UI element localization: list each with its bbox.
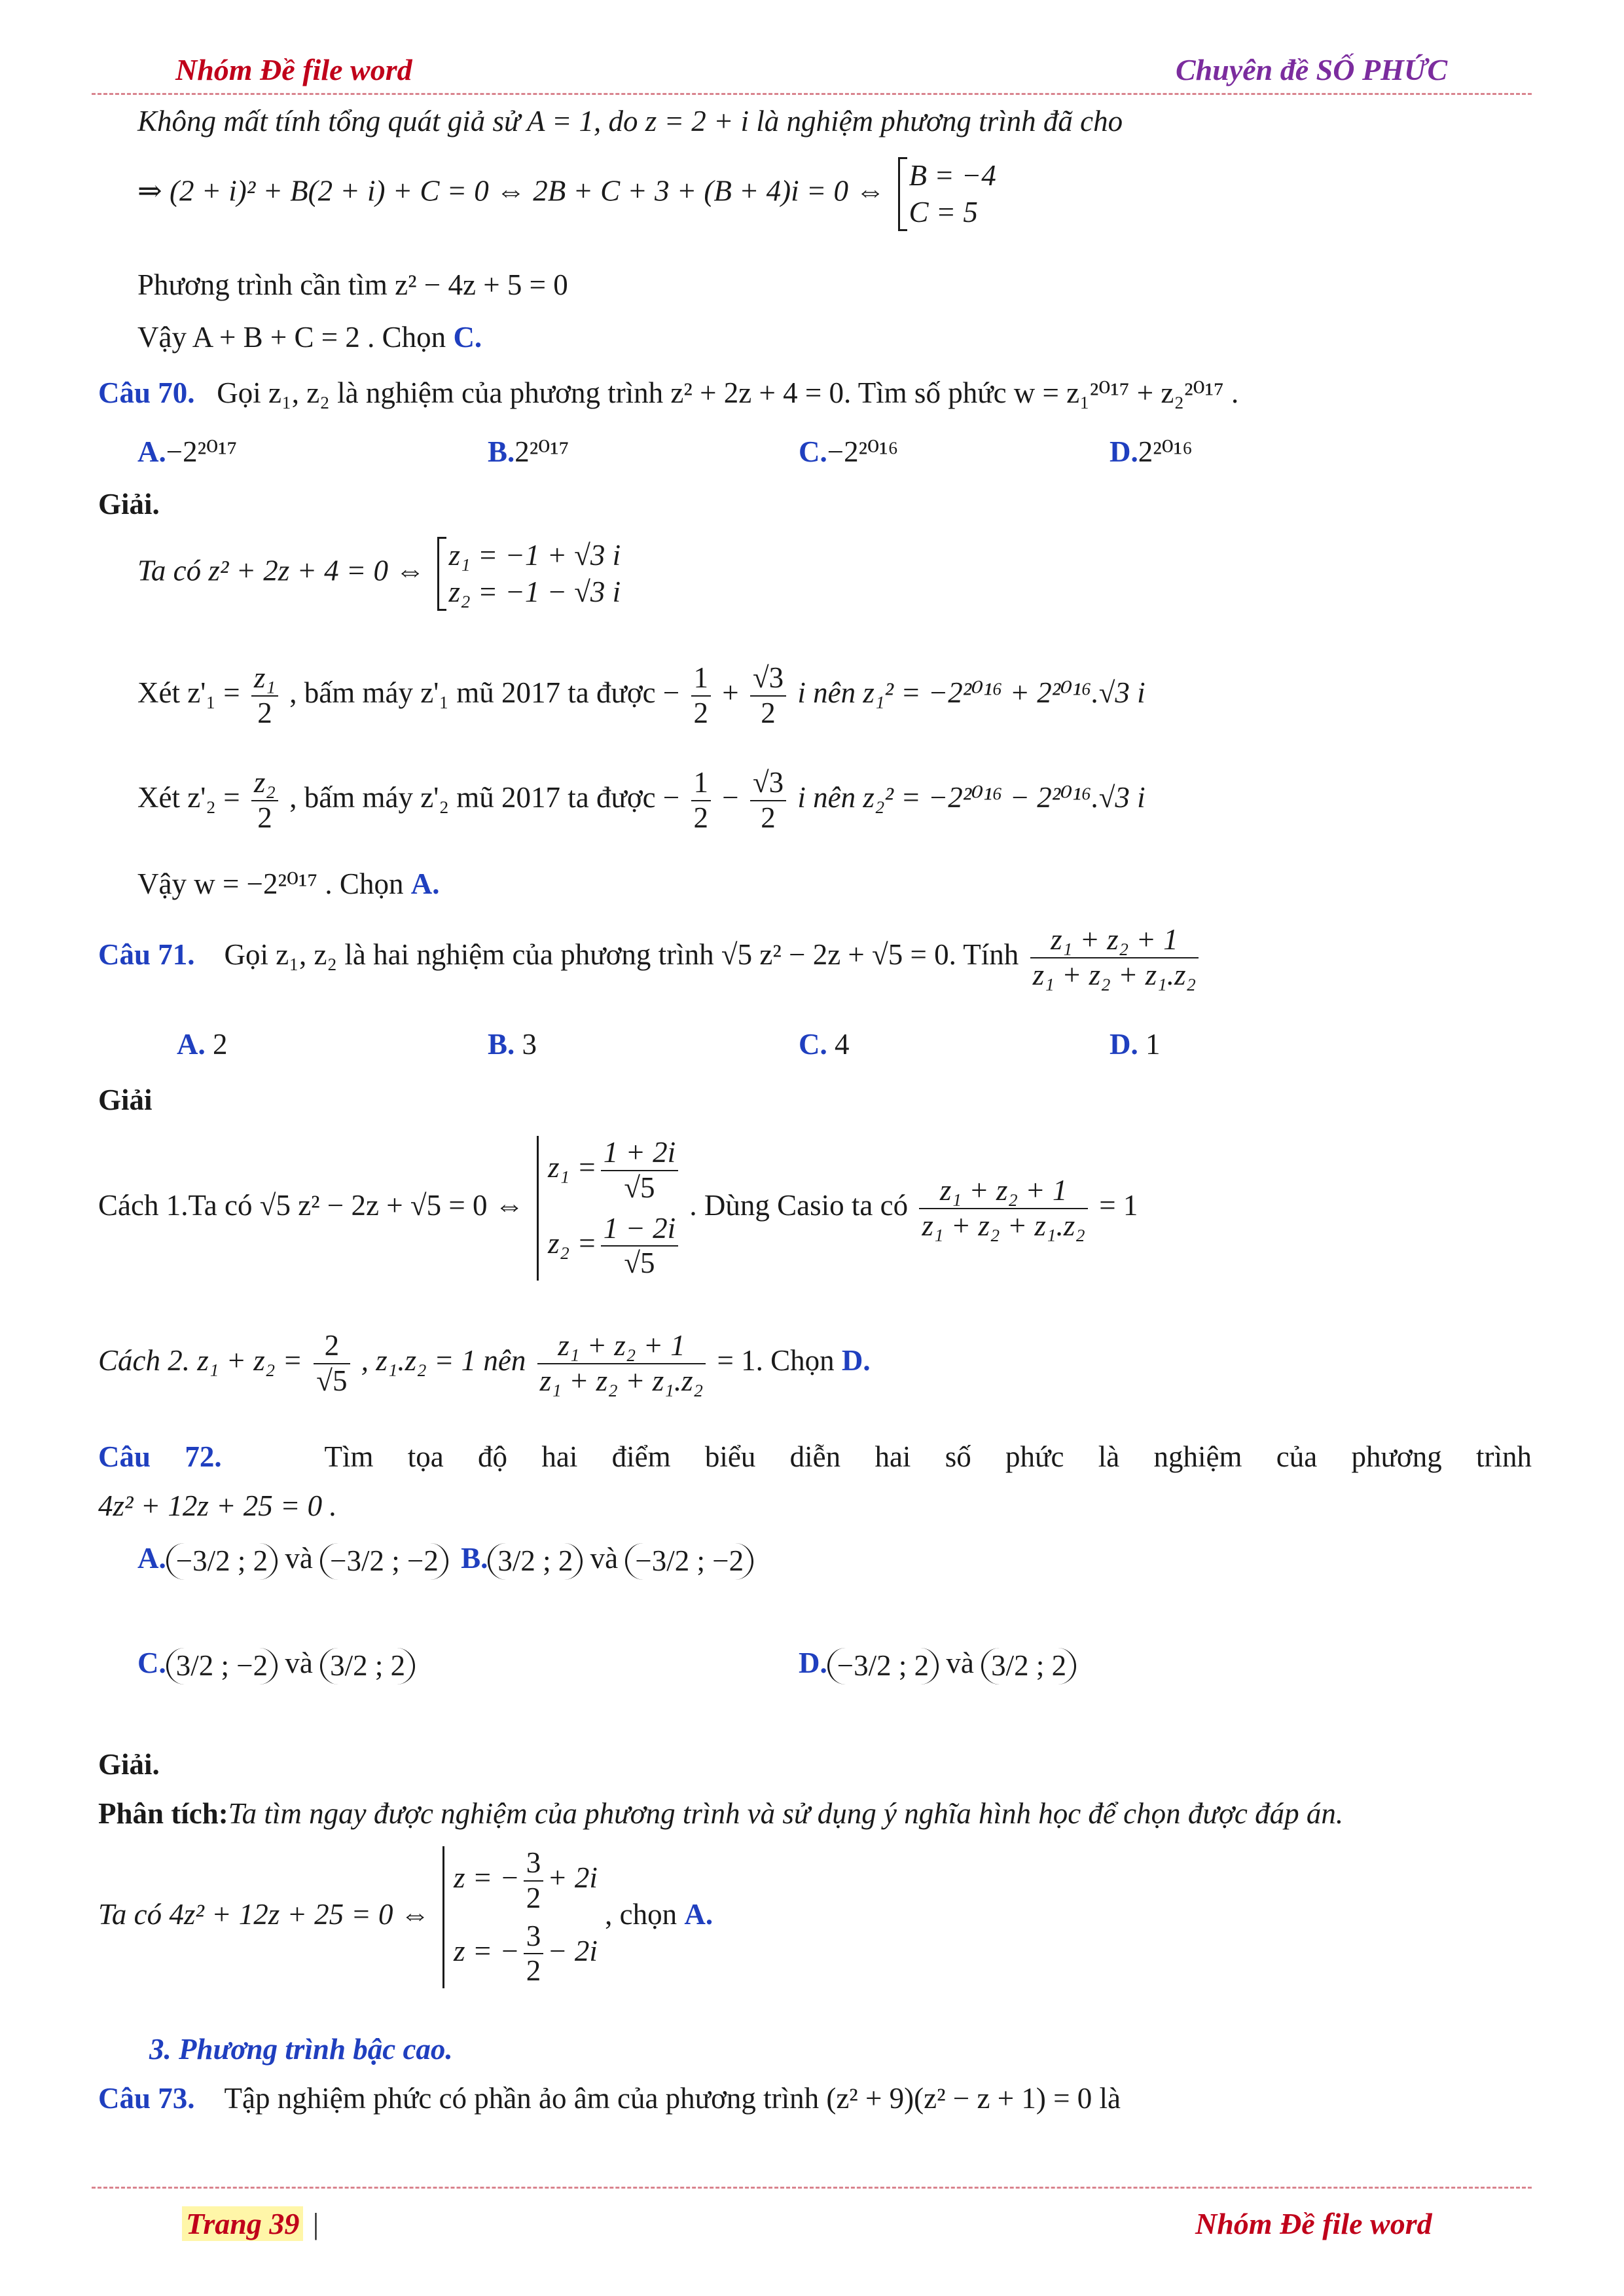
q71-method1: Cách 1.Ta có √5 z² − 2z + √5 = 0 ⇔ z₁ = $\frac{1 + 2i}{√5}$ z₂ = $\frac{1 - 2i}{√5}$ . Dùng Casio ta có $\frac{\text{z₁ + z₂ + 1}}{\text{z₁ + z₂ + z₁.z₂}}$ = 1 <box>98 1136 1138 1280</box>
intro-line1: Không mất tính tổng quát giả sử A = 1, do z = 2 + i là nghiệm phương trình đã cho <box>137 105 1123 137</box>
q70-option-c: C.−2²⁰¹⁶ <box>799 435 899 468</box>
q73-stem: Câu 73. Tập nghiệm phức có phần ảo âm của phương trình (z² + 9)(z² − z + 1) = 0 là <box>98 2082 1121 2115</box>
q72-stem: Câu 72. Tìm tọa độ hai điểm biểu diễn hai số phức là nghiệm của phương trình <box>98 1440 1532 1473</box>
q72-option-c: C. 3/2 ; −2 và 3/2 ; 2 <box>137 1647 415 1685</box>
q71-option-a: A. 2 <box>177 1028 228 1061</box>
q71-stem: Câu 71. Gọi z₁, z₂ là hai nghiệm của phương trình √5 z² − 2z + √5 = 0. Tính $\frac{\text{z₁ + z₂ + 1}}{\text{z₁ + z₂ + z₁.z₂}}$ <box>98 923 1202 993</box>
q70-option-d: D.2²⁰¹⁶ <box>1110 435 1193 468</box>
intro-line4: Vậy A + B + C = 2 . Chọn C. <box>137 321 482 354</box>
section-heading: 3. Phương trình bậc cao. <box>149 2033 453 2066</box>
intro-system: B = −4 C = 5 <box>898 157 996 231</box>
header-right: Chuyên đề SỐ PHỨC <box>1176 53 1448 86</box>
header-left: Nhóm Đề file word <box>175 53 412 86</box>
q71-method2: Cách 2. z₁ + z₂ = $\frac{2}{√5}$ , z₁.z₂ = 1 nên $\frac{\text{z₁ + z₂ + 1}}{\text{z₁ + z₂ + z₁.z₂}}$ = 1. Chọn D. <box>98 1329 871 1397</box>
footer-separator: | <box>313 2208 319 2240</box>
footer-divider <box>92 2187 1532 2189</box>
q72-solution-label: Giải. <box>98 1748 160 1781</box>
q71-option-c: C. 4 <box>799 1028 850 1061</box>
q71-option-d: D. 1 <box>1110 1028 1161 1061</box>
footer-right: Nhóm Đề file word <box>1195 2207 1432 2240</box>
q72-option-d: D. −3/2 ; 2 và 3/2 ; 2 <box>799 1647 1076 1685</box>
intro-line3: Phương trình cần tìm z² − 4z + 5 = 0 <box>137 268 568 301</box>
q70-step2: Xét z'₁ = $\frac{\text{z₁}}{2}$ , bấm máy z'₁ mũ 2017 ta được − $\frac{1}{2}$ + $\frac{√3}{2}$ i nên z₁² = −2²⁰¹⁶ + 2²⁰¹⁶.√3 i <box>137 661 1146 729</box>
q70-step3: Xét z'₂ = $\frac{\text{z₂}}{2}$ , bấm máy z'₂ mũ 2017 ta được − $\frac{1}{2}$ − $\frac{√3}{2}$ i nên z₂² = −2²⁰¹⁶ − 2²⁰¹⁶.√3 i <box>137 766 1146 834</box>
q70-step1: Ta có z² + 2z + 4 = 0 ⇔ z₁ = −1 + √3 i z₂ = −1 − √3 i <box>137 537 621 611</box>
q70-stem: Câu 70. Gọi z₁, z₂ là nghiệm của phương trình z² + 2z + 4 = 0. Tìm số phức w = z₁²⁰¹⁷ + z₂²⁰¹⁷ . <box>98 376 1239 409</box>
q72-stem-equation: 4z² + 12z + 25 = 0 . <box>98 1489 337 1522</box>
q70-option-a: A.−2²⁰¹⁷ <box>137 435 238 468</box>
q71-solution-label: Giải <box>98 1084 153 1116</box>
q70-option-b: B.2²⁰¹⁷ <box>488 435 569 468</box>
footer-page: Trang 39 <box>182 2206 303 2241</box>
q71-option-b: B. 3 <box>488 1028 537 1061</box>
q70-solution-label: Giải. <box>98 488 160 520</box>
q72-step1: Ta có 4z² + 12z + 25 = 0 ⇔ z = − $\frac{3}{2}$ + 2i z = − $\frac{3}{2}$ − 2i , chọn A. <box>98 1846 713 1988</box>
header-divider <box>92 93 1532 95</box>
intro-line2: ⇒ (2 + i)² + B(2 + i) + C = 0 ⇔ 2B + C + 3 + (B + 4)i = 0 ⇔ B = −4 C = 5 <box>137 157 996 231</box>
q70-step4: Vậy w = −2²⁰¹⁷ . Chọn A. <box>137 867 440 900</box>
q72-options-ab: A. −3/2 ; 2 và −3/2 ; −2 B. 3/2 ; 2 và −3/2 ; −2 <box>137 1542 753 1580</box>
q72-analysis: Phân tích:Ta tìm ngay được nghiệm của phương trình và sử dụng ý nghĩa hình học để chọn được đáp án. <box>98 1797 1344 1830</box>
